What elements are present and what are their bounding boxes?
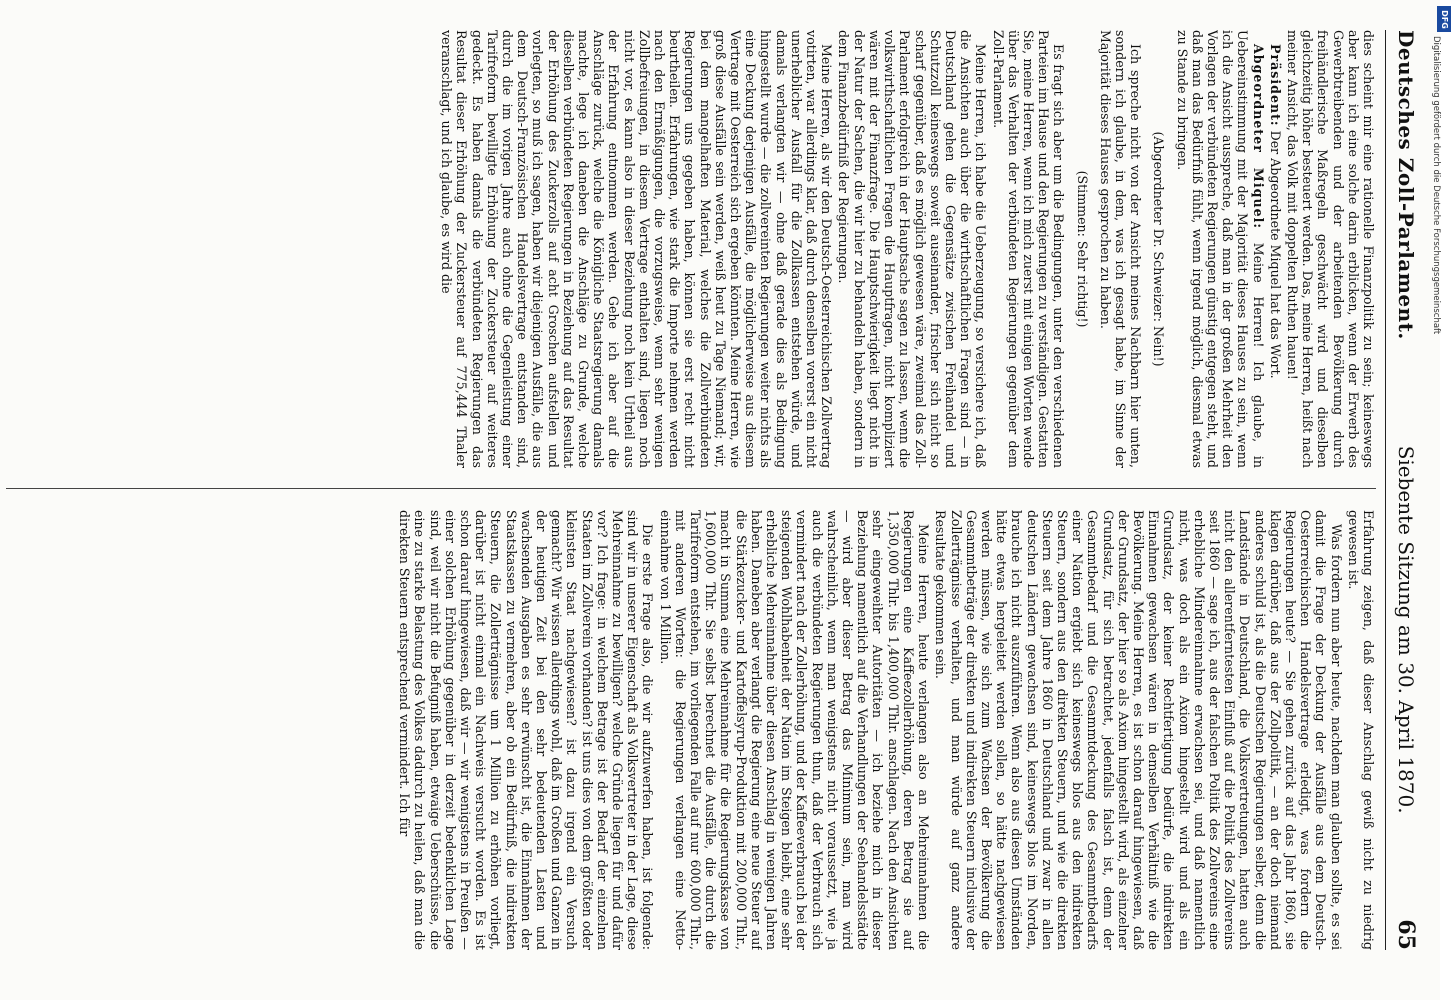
paragraph: [1098, 30, 1144, 468]
paragraph: [933, 510, 1343, 950]
paragraph-text: Es fragt sich aber um die Bedingungen, unter den verschiedenen Parteien im Hause und den Regierungen zu verständigen. Gestatten Sie, meine Herren, wenn ich mich zuerst mit einigen Worten wende über das Verhalten der verbündeten Regierungen gegenüber dem Zoll-Parlament.: [990, 30, 1067, 468]
paragraph: [1174, 30, 1265, 468]
paragraph: [1285, 30, 1376, 468]
dfg-logo: DFG: [1437, 6, 1451, 32]
paragraph-text: dies scheint mir eine rationelle Finanzpolitik zu sein; keineswegs aber kann ich eine solche darin erblicken, wenn der Erwerb des Gewerbtreibenden und der arbeitenden Bevölkerung durch freihändlerische Maßregeln geschwächt wird und dieselben gleichzeitig höher besteuert werden. Das, meine Herren, heißt nach meiner Ansicht, das Volk mit doppelten Ruthen hauen!: [1284, 30, 1376, 468]
paragraph-text: Meine Herren, heute verlangen also an Mehreinnahmen die Regierungen eine Kaffeezollerhöhung, deren Betrag sie auf 1,350,000 Thlr. bis 1,400,000 Thlr. anschlagen. Nach den Ansichten sehr eingeweihter Autoritäten — ich beziehe mich in dieser Beziehung namentlich auf die Verhandlungen der Seehandelsstädte — wird aber dieser Betrag das Minimum sein, man wird wahrscheinlich, wenn man wenigstens nicht voraussetzt, wie ja auch die verbündeten Regierungen thun, daß der Verbrauch sich vermindert nach der Zollerhöhung, und der Kaffeeverbrauch bei der steigenden Wohlhabenheit der Nation im Steigen bleibt, eine sehr erhebliche Mehreinnahme über diesen Anschlag in wenigen Jahren haben. Daneben aber verlangt die Regierung eine neue Steuer auf die Stärkezucker- und Kartoffelsyrup-Produktion mit 200,000 Thlr., macht in Summa eine Mehreinnahme für die Regierungskasse von 1,600,000 Thlr. Sie selbst berechnet die Ausfälle, die durch die Tarifreform entstehen, im vorliegenden Falle auf nur 600,000 Thlr., mit anderen Worten: die Regierungen verlangen eine Netto-einnahme von 1 Million.: [657, 510, 932, 950]
paragraph-text: (Stimmen: Sehr richtig!): [1074, 170, 1090, 328]
paragraph-text: Meine Herren! Ich glaube, in Uebereinstimmung mit der Majorität dieses Hauses zu sein, wenn ich die Ansicht ausspreche, daß man in der großen Mehrheit den Vorlagen der verbündeten Regierungen günstig entgegen steht, und daß man das Bedürfniß fühlt, wenn irgend möglich, diesmal etwas zu Stande zu bringen.: [1174, 30, 1266, 468]
text-column-left: [6, 30, 1376, 468]
paragraph: [657, 510, 931, 950]
speaker-name: Präsident:: [1267, 44, 1283, 127]
paragraph: [397, 510, 655, 950]
publication-title: Deutsches Zoll-Parlament.: [1394, 30, 1418, 340]
session-title: Siebente Sitzung am 30. April 1870.: [1394, 445, 1418, 814]
paragraph-text: Ich spreche nicht von der Ansicht meines Nachbarn hier unten, sondern ich glaube, in dem, was ich gesagt habe, im Sinne der Majorität dieses Hauses gesprochen zu haben.: [1097, 30, 1144, 468]
paragraph: [1268, 30, 1283, 468]
paragraph-text: (Abgeordneter Dr. Schweizer: Nein!): [1151, 131, 1167, 367]
paragraph-text: Erfahrung zeigen, daß dieser Anschlag gewiß nicht zu niedrig gewesen ist.: [1345, 510, 1376, 950]
paragraph: [1346, 510, 1376, 950]
paragraph: [439, 30, 834, 468]
text-column-right: [6, 510, 1376, 950]
column-divider: [6, 488, 1376, 489]
paragraph: [990, 30, 1066, 468]
speaker-name: Abgeordneter Miquel:: [1250, 44, 1266, 230]
paragraph-text: Meine Herren, als wir den Deutsch-Oesterreichischen Zollvertrag votirten, war allerdings klar, daß durch denselben vorerst ein nicht unerheblicher Ausfall für die Zollkassen entstehen würde, und damals verlangten wir — ohne daß gerade dies als Bedingung hingestellt wurde — die zollvereinten Regierungen weiter nichts als eine Deckung derjenigen Ausfälle, die möglicherweise aus diesem Vertrage mit Oesterreich sich ergeben könnten. Meine Herren, wie groß diese Ausfälle sein werden, weiß heut zu Tage Niemand; wir, bei dem mangelhaften Material, welches die Zollverbündeten Regierungen uns gegeben haben, können sie erst recht nicht beurtheilen. Erfahrungen, wie stark die Importe nehmen werden nach den Ermäßigungen, die vorzugsweise, wenn sehr wenigen Zollbefreiungen, in diesem Vertrage enthalten sind, liegen noch nicht vor, es kann also in dieser Beziehung noch kein Urtheil aus der Erfahrung entnommen werden. Gehe ich aber auf die Anschläge zurück, welche die Königliche Staatsregierung damals machte, lege ich daneben die Anschläge zu Grunde, welche dieselben verbündeten Regierungen in Beziehung auf das Resultat der Erhöhung des Zuckerzolls auf acht Groschen aufstellen und vorlegten, so muß ich sagen, haben wir diejenigen Ausfälle, die aus dem Deutsch-Französischen Handelsvertrage entstanden sind, durch die im vorigen Jahre auch ohne die Gegenleistung einer Tarifreform bewilligte Erhöhung der Zuckersteuer auf weiteres gedeckt. Es haben damals die verbündeten Regierungen das Resultat dieser Erhöhung der Zuckersteuer auf 775,444 Thaler veranschlagt, und ich glaube, es wird die: [439, 30, 835, 468]
page-number: 65: [1393, 919, 1419, 950]
page-header: [1385, 30, 1426, 950]
paragraph: [1151, 30, 1166, 468]
paragraph-text: Meine Herren, ich habe die Ueberzeugung, so versichere ich, daß die Ansichten auch über die wirthschaftlichen Fragen sind — in Deutschland gehen die Gegensätze zwischen Freihandel und Schutzzoll keineswegs soweit auseinander, frischer sich nicht so scharf gegenüber, daß es möglich gewesen wäre, zweimal das Zoll-Parlament erfolgreich in der Hauptsache sagen zu lassen, wenn die volkswirthschaftlichen Fragen die Hauptfragen, nicht kompliziert wären mit der Finanzfrage. Die Hauptschwierigkeit liegt nicht in der Natur der Sachen, die wir hier zu behandeln haben, sondern in dem Finanzbedürfniß der Regierungen.: [836, 30, 989, 468]
paragraph: [836, 30, 988, 468]
paragraph-text: Der Abgeordnete Miquel hat das Wort.: [1267, 126, 1283, 379]
paragraph: [1074, 30, 1089, 468]
digitization-credit: Digitalisierung gefördert durch die Deutsche Forschungsgemeinschaft: [1431, 36, 1441, 335]
paragraph-text: Was fordern nun aber heute, nachdem man glauben sollte, es sei damit die Frage der Deckung der Ausfälle aus dem Deutsch-Oesterreichischen Handelsvertrage erledigt, was fordern die Regierungen heute? — Sie gehen zurück auf das Jahr 1860, sie klagen darüber, daß aus der Zollpolitik, — an der doch niemand anderes schuld ist, als die Deutschen Regierungen selber, denn die Landstände in Deutschland, die Volksvertretungen, hatten auch nicht den allerentferntesten Einfluß auf die Politik des Zollvereins seit 1860 — sage ich, aus der falschen Politik des Zollvereins eine erhebliche Mindereinnahme erwachsen sei, und daß namentlich nicht, was doch als ein Axiom hingestellt wird und als ein Grundsatz, der keiner Rechtfertigung bedürfe, die indirekten Einnahmen gewachsen wären in demselben Verhältniß wie die Bevölkerung. Meine Herren, es ist schon darauf hingewiesen, daß der Grundsatz, der hier so als Axiom hingestellt wird, als einzelner Grundsatz, für sich betrachtet, jedenfalls falsch ist, denn der Gesammtbedarf und die Gesammtdeckung des Gesammtbedarfs einer Nation ergiebt sich keineswegs blos aus den indirekten Steuern, sondern aus den direkten Steuern, und wie die direkten Steuern seit dem Jahre 1860 in Deutschland und zwar in allen deutschen Ländern gewachsen sind, keineswegs blos im Norden, brauche ich nicht auszuführen. Wenn also aus diesen Umständen hätte etwas hergeleitet werden sollen, so hätte nachgewiesen werden müssen, wie sich zum Wachsen der Bevölkerung die Gesammtbeträge der direkten und indirekten Steuern inclusive der Zollerträgnisse verhalten, und man würde auf ganz andere Resultate gekommen sein.: [933, 510, 1344, 950]
paragraph-text: Die erste Frage also, die wir aufzuwerfen haben, ist folgende: sind wir in unserer Eigenschaft als Volksvertreter in der Lage, diese Mehreinnahme zu bewilligen? welche Gründe liegen für und dafür vor? Ich frage: in welchem Betrage ist der Bedarf der einzelnen Staaten im Zollverein vorhanden? ist uns dies von dem größten oder kleinsten Staat nachgewiesen? ist dazu irgend ein Versuch gemacht? Wir wissen allerdings wohl, daß im Großen und Ganzen in der heutigen Zeit bei den sehr bedeutenden Lasten und wachsenden Ausgaben es sehr erwünscht ist, die Einnahmen der Staatskassen zu vermehren, aber ob ein Bedürfniß, die indirekten Steuern, die Zollerträgnisse um 1 Million zu erhöhen vorliegt, darüber ist nicht einmal ein Nachweis versucht worden. Es ist schon darauf hingewiesen, daß wir — wir wenigstens in Preußen — einer solchen Erhöhung gegenüber in derzeit bedenklichen Lage sind, weil wir nicht die Befugniß haben, etwaige Ueberschüsse, die eine zu starke Belastung des Volkes dadurch zu heilen, daß man die direkten Steuern entsprechend vermindert. Ich für: [397, 510, 656, 950]
